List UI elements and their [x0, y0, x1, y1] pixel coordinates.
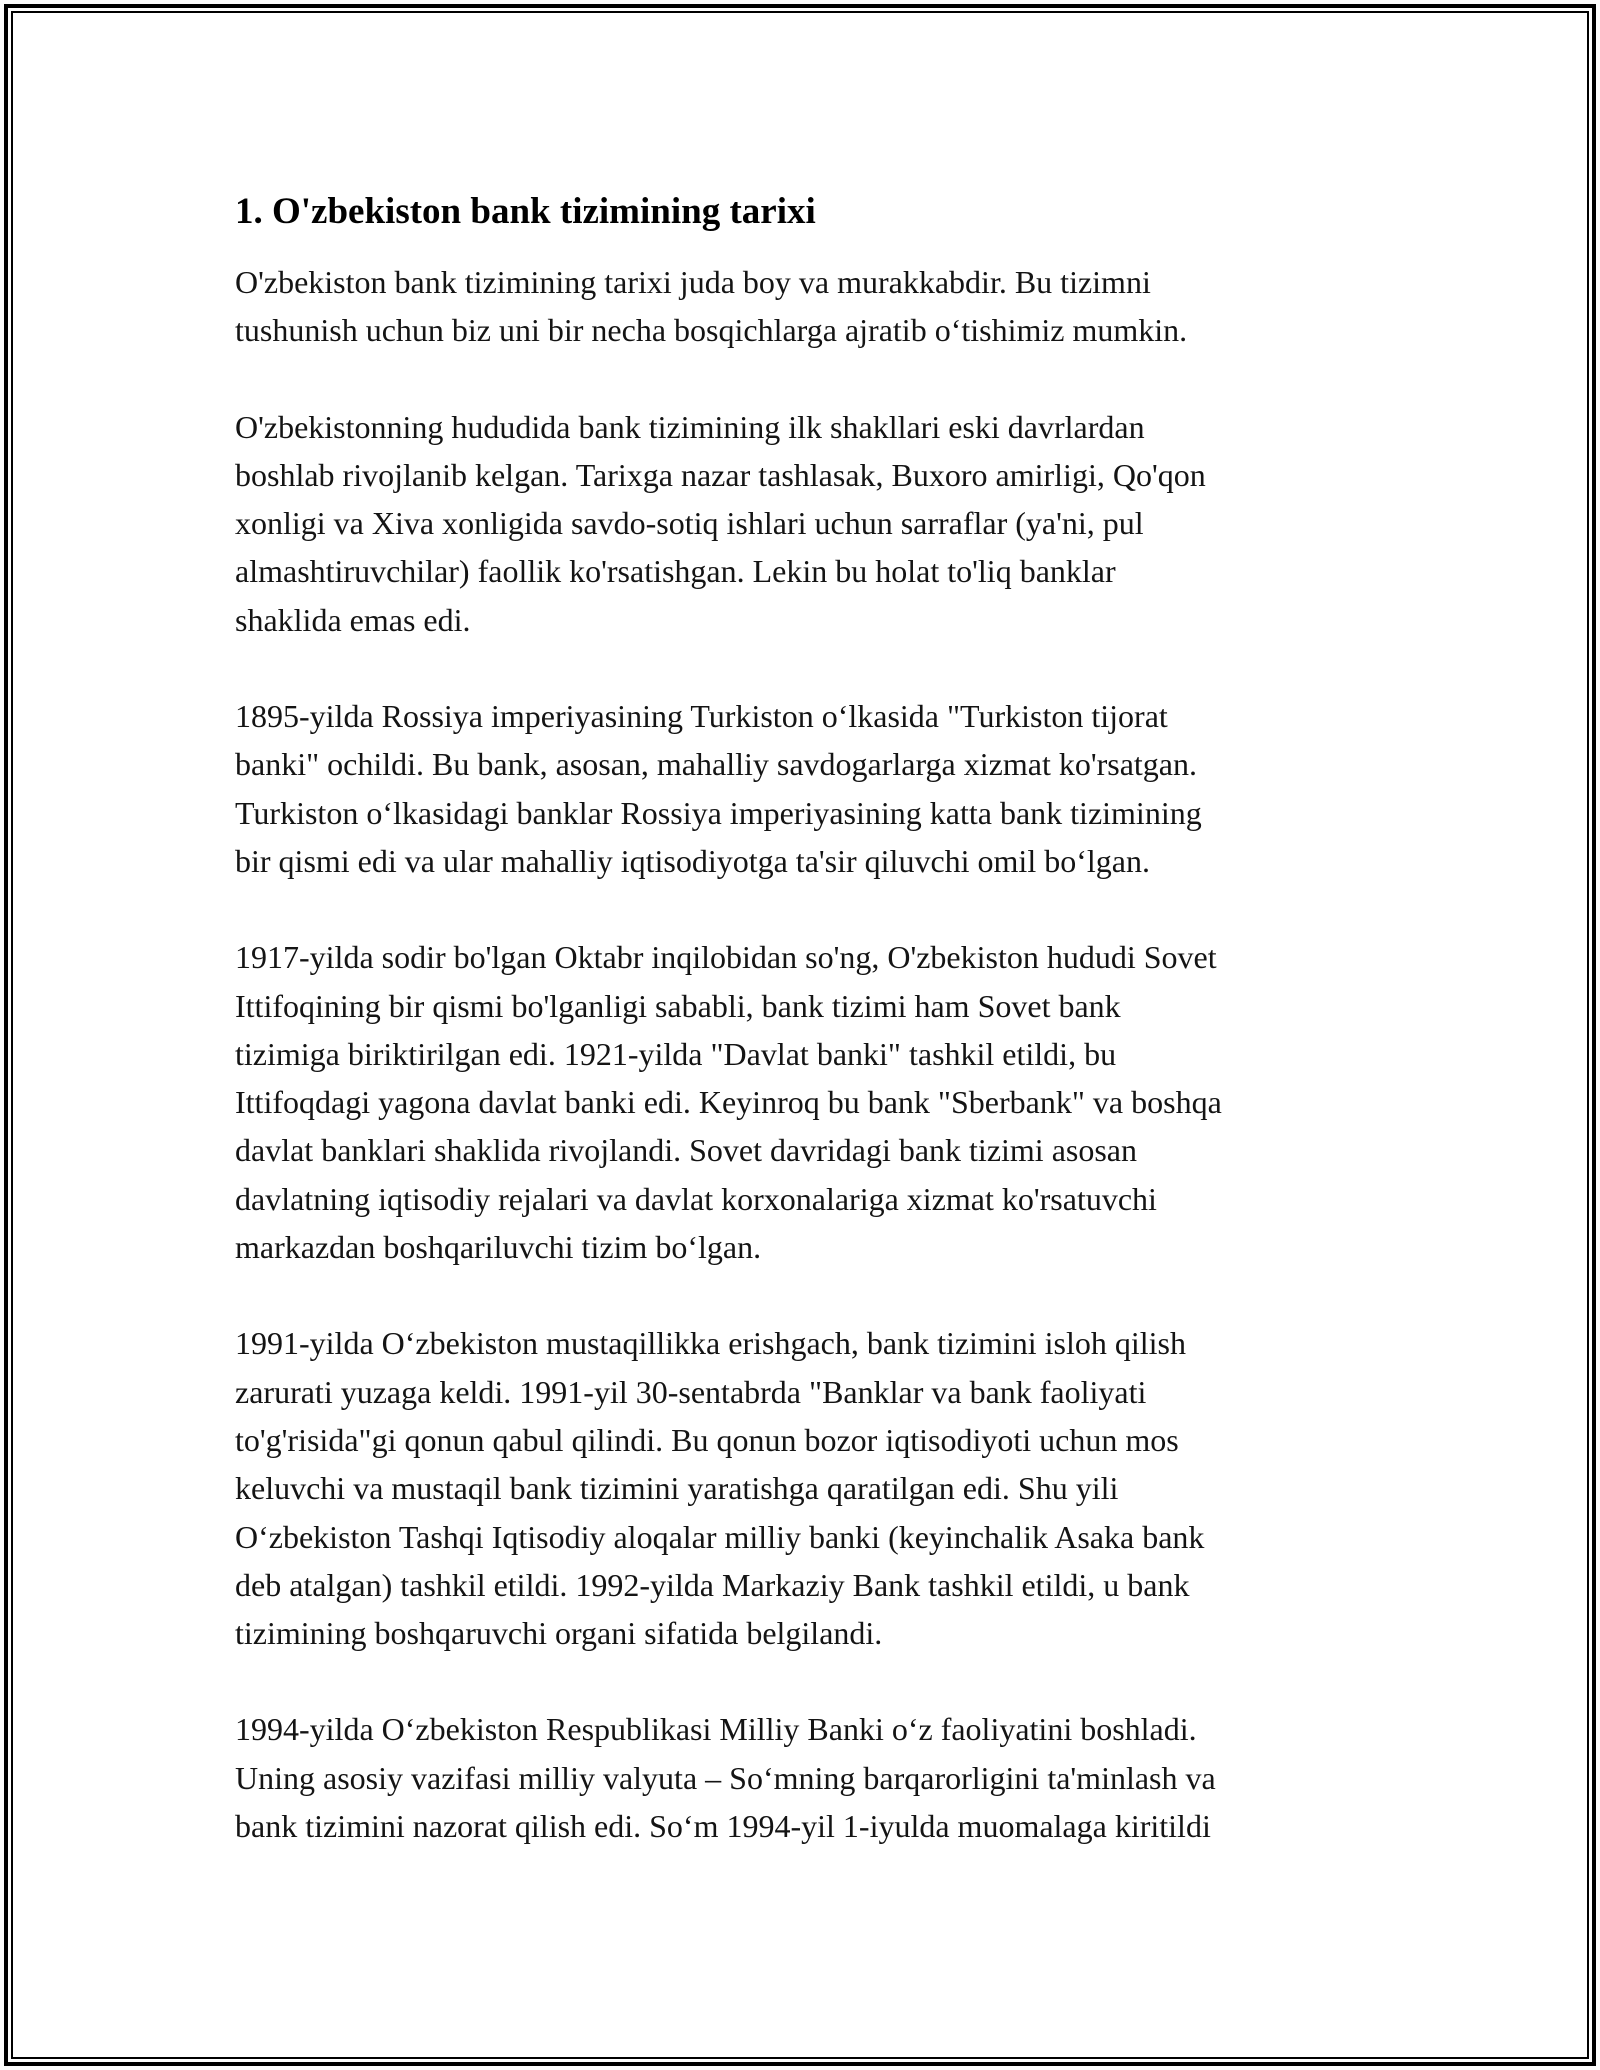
- text-line: tizimiga biriktirilgan edi. 1921-yilda "Davlat banki" tashkil etildi, bu: [235, 1035, 1117, 1072]
- text-line: tushunish uchun biz uni bir necha bosqichlarga ajratib o‘tishimiz mumkin.: [235, 312, 1188, 349]
- text-line: O‘zbekiston Tashqi Iqtisodiy aloqalar milliy banki (keyinchalik Asaka bank: [235, 1518, 1205, 1555]
- text-line: boshlab rivojlanib kelgan. Tarixga nazar tashlasak, Buxoro amirligi, Qo'qon: [235, 456, 1206, 493]
- paragraph-early-history: [235, 403, 1385, 644]
- text-line: 1991-yilda O‘zbekiston mustaqillikka erishgach, bank tizimini isloh qilish: [235, 1325, 1186, 1362]
- text-line: zarurati yuzaga keldi. 1991-yil 30-sentabrda "Banklar va bank faoliyati: [235, 1373, 1147, 1410]
- text-line: O'zbekiston bank tizimining tarixi juda boy va murakkabdir. Bu tizimni: [235, 264, 1151, 300]
- text-line: 1994-yilda O‘zbekiston Respublikasi Milliy Banki o‘z faoliyatini boshladi.: [235, 1711, 1197, 1748]
- paragraph-1994: [235, 1705, 1385, 1850]
- text-line: Ittifoqdagi yagona davlat banki edi. Keyinroq bu bank "Sberbank" va boshqa: [235, 1084, 1222, 1121]
- text-line: Turkiston o‘lkasidagi banklar Rossiya imperiyasining katta bank tizimining: [235, 794, 1202, 831]
- text-line: to'g'risida"gi qonun qabul qilindi. Bu qonun bozor iqtisodiyoti uchun mos: [235, 1421, 1179, 1458]
- page-title: 1. O'zbekiston bank tizimining tarixi: [235, 191, 816, 232]
- text-line: deb atalgan) tashkil etildi. 1992-yilda Markaziy Bank tashkil etildi, u bank: [235, 1566, 1190, 1603]
- paragraph-1895: [235, 692, 1385, 885]
- text-line: banki" ochildi. Bu bank, asosan, mahalliy savdogarlarga xizmat ko'rsatgan.: [235, 746, 1197, 783]
- text-line: davlat banklari shaklida rivojlandi. Sovet davridagi bank tizimi asosan: [235, 1132, 1137, 1169]
- text-line: 1895-yilda Rossiya imperiyasining Turkiston o‘lkasida "Turkiston tijorat: [235, 698, 1168, 735]
- text-line: markazdan boshqariluvchi tizim bo‘lgan.: [235, 1229, 762, 1266]
- text-line: Ittifoqining bir qismi bo'lganligi sababli, bank tizimi ham Sovet bank: [235, 987, 1121, 1024]
- text-line: O'zbekistonning hududida bank tizimining ilk shakllari eski davrlardan: [235, 408, 1145, 445]
- text-line: Uning asosiy vazifasi milliy valyuta – So‘mning barqarorligini ta'minlash va: [235, 1759, 1216, 1796]
- text-line: 1917-yilda sodir bo'lgan Oktabr inqilobidan so'ng, O'zbekiston hududi Sovet: [235, 939, 1217, 976]
- text-line: xonligi va Xiva xonligida savdo-sotiq ishlari uchun sarraflar (ya'ni, pul: [235, 505, 1144, 542]
- text-line: tizimining boshqaruvchi organi sifatida belgilandi.: [235, 1615, 883, 1652]
- document-body: [235, 188, 1385, 1850]
- text-line: bir qismi edi va ular mahalliy iqtisodiyotga ta'sir qiluvchi omil bo‘lgan.: [235, 842, 1150, 879]
- paragraph-intro: [235, 258, 1385, 355]
- text-line: bank tizimini nazorat qilish edi. So‘m 1994-yil 1-iyulda muomalaga kiritildi: [235, 1808, 1211, 1845]
- paragraph-1991: [235, 1319, 1385, 1657]
- text-line: almashtiruvchilar) faollik ko'rsatishgan. Lekin bu holat to'liq banklar: [235, 553, 1116, 590]
- paragraph-1917: [235, 933, 1385, 1271]
- text-line: shaklida emas edi.: [235, 601, 471, 638]
- text-line: keluvchi va mustaqil bank tizimini yaratishga qaratilgan edi. Shu yili: [235, 1470, 1119, 1507]
- text-line: davlatning iqtisodiy rejalari va davlat korxonalariga xizmat ko'rsatuvchi: [235, 1180, 1157, 1217]
